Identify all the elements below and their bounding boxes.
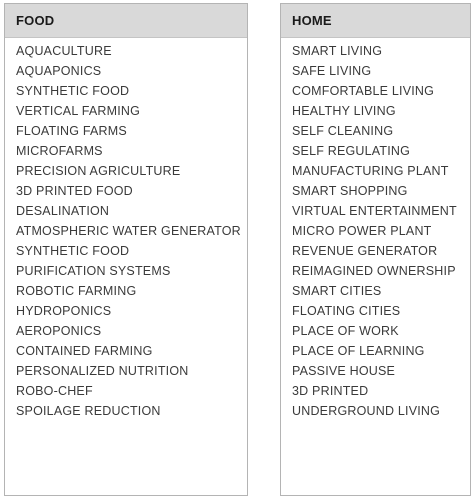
- list-item: PLACE OF WORK: [292, 324, 399, 338]
- list-item: SAFE LIVING: [292, 64, 372, 78]
- food-list: [5, 38, 247, 421]
- list-item: SPOILAGE REDUCTION: [16, 404, 161, 418]
- list-item: VERTICAL FARMING: [16, 104, 141, 118]
- list-item: PURIFICATION SYSTEMS: [16, 264, 171, 278]
- list-item: SYNTHETIC FOOD: [16, 84, 130, 98]
- home-panel: [280, 3, 471, 496]
- list-item: PLACE OF LEARNING: [292, 344, 425, 358]
- list-item: FLOATING FARMS: [16, 124, 127, 138]
- list-item: 3D PRINTED: [292, 384, 369, 398]
- list-item: SYNTHETIC FOOD: [16, 244, 130, 258]
- list-item: CONTAINED FARMING: [16, 344, 153, 358]
- list-item: SMART CITIES: [292, 284, 382, 298]
- home-list: [281, 38, 470, 421]
- list-item: MANUFACTURING PLANT: [292, 164, 449, 178]
- list-item: VIRTUAL ENTERTAINMENT: [292, 204, 457, 218]
- list-item: ROBOTIC FARMING: [16, 284, 137, 298]
- list-item: SELF REGULATING: [292, 144, 411, 158]
- list-item: REIMAGINED OWNERSHIP: [292, 264, 456, 278]
- list-item: SELF CLEANING: [292, 124, 394, 138]
- list-item: SMART LIVING: [292, 44, 383, 58]
- home-panel-title: HOME: [281, 4, 470, 38]
- list-item: HEALTHY LIVING: [292, 104, 396, 118]
- list-item: REVENUE GENERATOR: [292, 244, 438, 258]
- list-item: AQUAPONICS: [16, 64, 102, 78]
- food-panel-title: FOOD: [5, 4, 247, 38]
- list-item: HYDROPONICS: [16, 304, 112, 318]
- list-item: COMFORTABLE LIVING: [292, 84, 435, 98]
- list-item: UNDERGROUND LIVING: [292, 404, 441, 418]
- list-item: AQUACULTURE: [16, 44, 112, 58]
- list-item: ATMOSPHERIC WATER GENERATOR: [16, 224, 241, 238]
- list-item: PRECISION AGRICULTURE: [16, 164, 181, 178]
- list-item: 3D PRINTED FOOD: [16, 184, 133, 198]
- list-item: DESALINATION: [16, 204, 110, 218]
- list-item: PASSIVE HOUSE: [292, 364, 396, 378]
- list-item: ROBO-CHEF: [16, 384, 93, 398]
- list-item: MICROFARMS: [16, 144, 103, 158]
- list-item: FLOATING CITIES: [292, 304, 401, 318]
- list-item: PERSONALIZED NUTRITION: [16, 364, 189, 378]
- list-item: MICRO POWER PLANT: [292, 224, 432, 238]
- food-panel: [4, 3, 248, 496]
- list-item: SMART SHOPPING: [292, 184, 408, 198]
- list-item: AEROPONICS: [16, 324, 102, 338]
